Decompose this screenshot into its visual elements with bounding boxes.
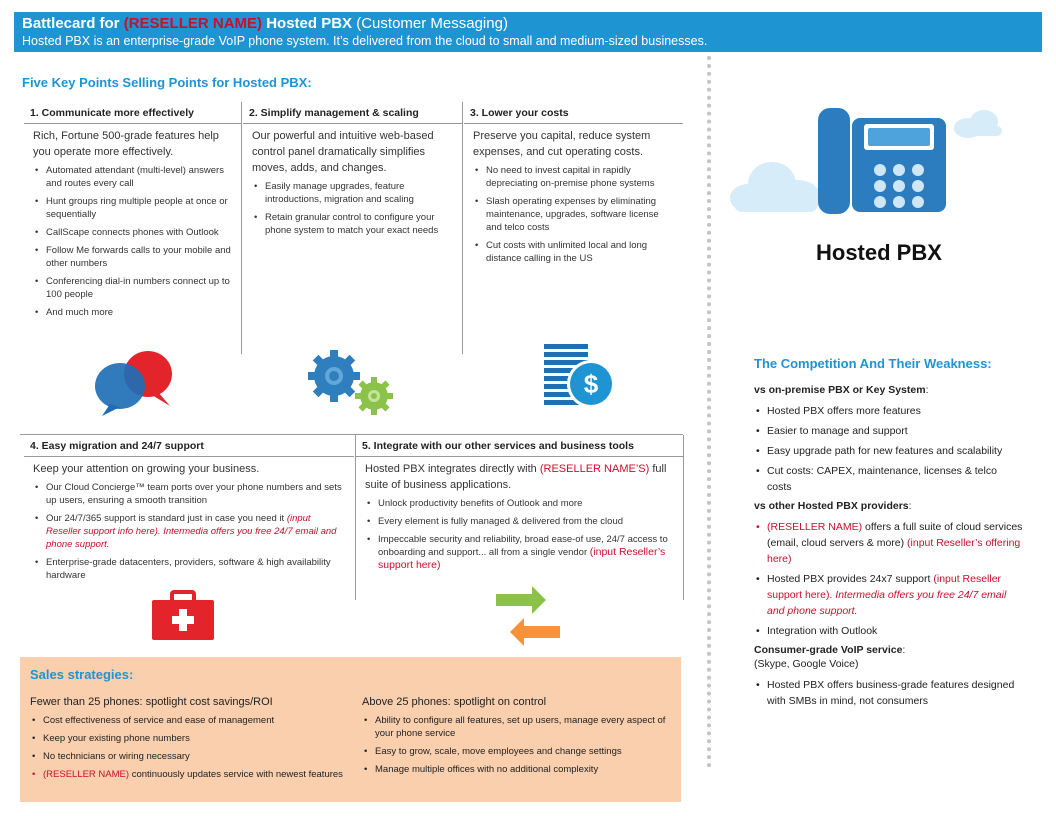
title-audience: (Customer Messaging) bbox=[356, 15, 508, 32]
competition-title: The Competition And Their Weakness: bbox=[754, 356, 992, 371]
list-item bbox=[365, 533, 674, 572]
point-2-lead: Our powerful and intuitive web-based control panel dramatically simplifies moves, adds, and changes. bbox=[252, 130, 434, 174]
group-title-colon: : bbox=[908, 500, 912, 512]
sales-left-lead: Fewer than 25 phones: spotlight cost savings/ROI bbox=[30, 696, 273, 708]
list-item: • Every element is fully managed & delivered from the cloud bbox=[365, 515, 674, 528]
point-2-bullets bbox=[252, 180, 453, 237]
list-item: • Cost effectiveness of service and ease of management bbox=[30, 714, 350, 727]
reseller-support-placeholder: (input Reseller support info here). Intermedia offers you free 24/7 email and phone support. bbox=[46, 513, 337, 550]
point-5-header: 5. Integrate with our other services and business tools bbox=[356, 435, 683, 457]
sales-strategies-title: Sales strategies: bbox=[30, 667, 134, 682]
title-reseller-name: (RESELLER NAME) bbox=[123, 15, 263, 32]
gears-icon bbox=[306, 350, 396, 420]
point-5 bbox=[356, 435, 683, 581]
list-item: • Hosted PBX offers more features bbox=[754, 403, 1024, 419]
group-title-colon: : bbox=[925, 384, 929, 396]
list-item: • Retain granular control to configure your phone system to match your exact needs bbox=[252, 211, 453, 237]
competition-group-title bbox=[754, 499, 1024, 513]
svg-text:$: $ bbox=[583, 369, 599, 399]
lead-text: Hosted PBX integrates directly with bbox=[365, 463, 540, 475]
group-title-text: Consumer-grade VoIP service bbox=[754, 644, 903, 656]
point-4 bbox=[24, 435, 354, 591]
list-item: • Hunt groups ring multiple people at once or sequentially bbox=[33, 195, 232, 221]
reseller-support-placeholder: (input Reseller’s support here) bbox=[378, 546, 666, 571]
sales-text: continuously updates service with newest features bbox=[129, 769, 343, 780]
list-item: • Cut costs with unlimited local and long distance calling in the US bbox=[473, 239, 674, 265]
point-1-bullets bbox=[33, 164, 232, 319]
point-1-lead: Rich, Fortune 500-grade features help you operate more effectively. bbox=[33, 130, 219, 158]
point-1 bbox=[24, 102, 241, 328]
exchange-arrows-icon bbox=[494, 586, 564, 648]
list-item: • Easy to grow, scale, move employees and change settings bbox=[362, 745, 672, 758]
list-item bbox=[30, 768, 350, 781]
point-5-lead bbox=[365, 461, 674, 493]
point-3-header: 3. Lower your costs bbox=[464, 102, 683, 124]
competition-text: Hosted PBX provides 24x7 support bbox=[767, 573, 934, 585]
divider bbox=[683, 435, 684, 600]
list-item: • Cut costs: CAPEX, maintenance, licenses & telco costs bbox=[754, 463, 1024, 495]
list-item: • No technicians or wiring necessary bbox=[30, 750, 350, 763]
group-title-text: vs other Hosted PBX providers bbox=[754, 500, 909, 512]
chat-bubbles-icon bbox=[92, 348, 178, 418]
first-aid-kit-icon bbox=[150, 590, 216, 642]
list-item: • Our Cloud Concierge™ team ports over your phone numbers and sets up users, ensuring a smooth transition bbox=[33, 481, 345, 507]
point-2 bbox=[243, 102, 462, 246]
list-item: • No need to invest capital in rapidly depreciating on-premise phone systems bbox=[473, 164, 674, 190]
sales-right-lead: Above 25 phones: spotlight on control bbox=[362, 696, 547, 708]
point-2-header: 2. Simplify management & scaling bbox=[243, 102, 462, 124]
competition-panel bbox=[754, 356, 1024, 713]
point-4-bullets bbox=[33, 481, 345, 582]
title-suffix: Hosted PBX bbox=[262, 15, 353, 32]
cloud-phone-icon bbox=[728, 100, 1010, 230]
divider bbox=[241, 102, 242, 354]
sales-right-column bbox=[362, 695, 672, 781]
list-item: • Unlock productivity benefits of Outlook and more bbox=[365, 497, 674, 510]
list-item: • Automated attendant (multi-level) answers and routes every call bbox=[33, 164, 232, 190]
competition-group-subtitle: (Skype, Google Voice) bbox=[754, 658, 859, 670]
intermedia-support-note: Intermedia offers you free 24/7 email and phone support. bbox=[767, 589, 1007, 617]
key-points-title: Five Key Points Selling Points for Hosted PBX: bbox=[22, 75, 312, 90]
list-item: • Manage multiple offices with no additional complexity bbox=[362, 763, 672, 776]
lead-text: full suite of business applications. bbox=[365, 463, 667, 491]
list-item bbox=[754, 571, 1024, 619]
divider bbox=[355, 435, 356, 600]
point-5-bullets bbox=[365, 497, 674, 572]
point-1-header: 1. Communicate more effectively bbox=[24, 102, 241, 124]
column-divider bbox=[707, 56, 711, 768]
list-item: • Enterprise-grade datacenters, providers, software & high availability hardware bbox=[33, 556, 345, 582]
list-item: • Hosted PBX offers business-grade features designed with SMBs in mind, not consumers bbox=[754, 677, 1024, 709]
header-banner bbox=[14, 12, 1042, 52]
banner-subtitle: Hosted PBX is an enterprise-grade VoIP phone system. It’s delivered from the cloud to small and medium-sized businesses. bbox=[22, 34, 708, 48]
savings-icon bbox=[542, 342, 618, 412]
competition-group-title bbox=[754, 643, 1024, 657]
list-item: • Conferencing dial-in numbers connect up to 100 people bbox=[33, 275, 232, 301]
reseller-name-placeholder: (RESELLER NAME) bbox=[767, 521, 863, 533]
list-item: • Keep your existing phone numbers bbox=[30, 732, 350, 745]
list-item: • CallScape connects phones with Outlook bbox=[33, 226, 232, 239]
list-item: • Follow Me forwards calls to your mobile and other numbers bbox=[33, 244, 232, 270]
competition-group-title bbox=[754, 383, 1024, 397]
list-item: • Integration with Outlook bbox=[754, 623, 1024, 639]
banner-title bbox=[22, 15, 1034, 33]
title-prefix: Battlecard for bbox=[22, 15, 124, 32]
point-3 bbox=[464, 102, 683, 274]
divider bbox=[462, 102, 463, 354]
point-4-header: 4. Easy migration and 24/7 support bbox=[24, 435, 354, 457]
support-text: Impeccable security and reliability, broad ease-of use, 24/7 access to onboarding and support... all from a single vendor bbox=[378, 534, 668, 558]
point-4-lead: Keep your attention on growing your business. bbox=[33, 463, 260, 475]
point-3-bullets bbox=[473, 164, 674, 265]
list-item: • Ability to configure all features, set up users, manage every aspect of your phone service bbox=[362, 714, 672, 740]
list-item: • And much more bbox=[33, 306, 232, 319]
sales-left-column bbox=[30, 695, 350, 786]
reseller-name-placeholder: (RESELLER NAME) bbox=[43, 769, 130, 780]
list-item: • Easy upgrade path for new features and scalability bbox=[754, 443, 1024, 459]
list-item bbox=[754, 519, 1024, 567]
reseller-offering-placeholder: (input Reseller’s offering here) bbox=[767, 537, 1021, 565]
hosted-pbx-label: Hosted PBX bbox=[816, 240, 942, 265]
sales-strategies-panel bbox=[20, 657, 681, 802]
reseller-support-placeholder: (input Reseller support here). bbox=[767, 573, 1002, 601]
competition-text: offers a full suite of cloud services (email, cloud servers & more) bbox=[767, 521, 1023, 549]
group-title-colon: : bbox=[902, 644, 906, 656]
list-item: • Easily manage upgrades, feature introductions, migration and scaling bbox=[252, 180, 453, 206]
reseller-name-placeholder: (RESELLER NAME’S) bbox=[539, 463, 650, 475]
list-item bbox=[33, 512, 345, 551]
support-text: Our 24/7/365 support is standard just in case you need it bbox=[46, 513, 287, 524]
point-3-lead: Preserve you capital, reduce system expenses, and cut operating costs. bbox=[473, 130, 651, 158]
list-item: • Easier to manage and support bbox=[754, 423, 1024, 439]
group-title-text: vs on-premise PBX or Key System bbox=[754, 384, 926, 396]
list-item: • Slash operating expenses by eliminating maintenance, upgrades, software license and telco costs bbox=[473, 195, 674, 234]
